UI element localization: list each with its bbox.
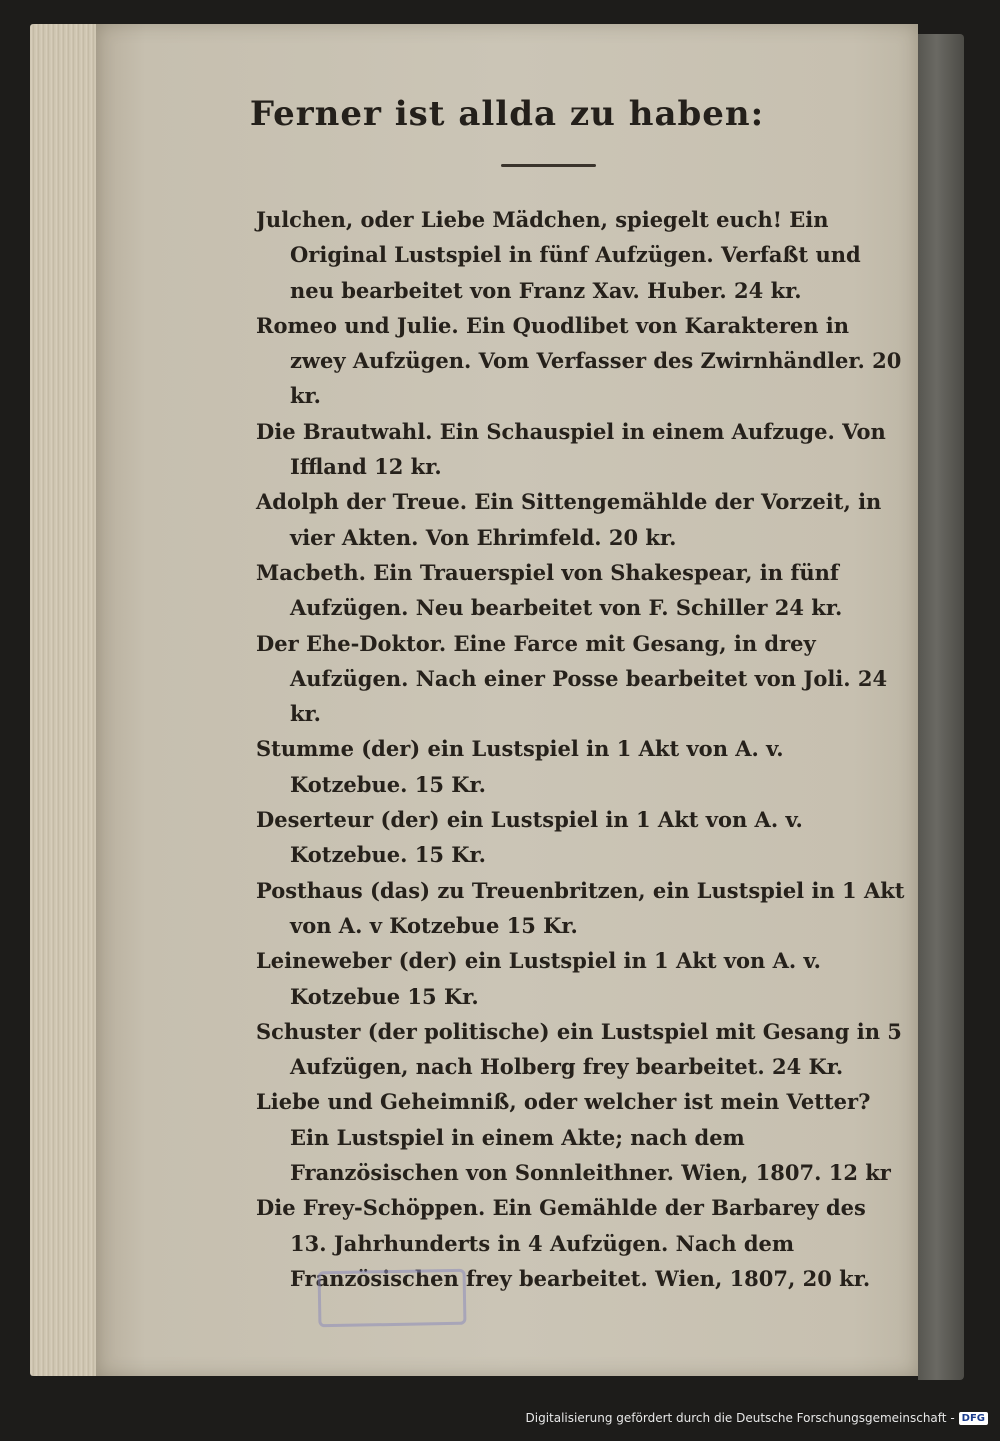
page-heading: Ferner ist allda zu haben: xyxy=(249,94,765,134)
catalog-entry: Posthaus (das) zu Treuenbritzen, ein Lustspiel in 1 Akt von A. v Kotzebue 15 Kr. xyxy=(256,877,905,938)
catalog-entry: Die Frey-Schöppen. Ein Gemählde der Barbarey des 13. Jahrhunderts in 4 Aufzügen. Nach dem Französischen frey bearbeitet. Wien, 1807, 20 kr. xyxy=(256,1195,871,1291)
library-stamp xyxy=(318,1269,467,1328)
catalog-entry: Deserteur (der) ein Lustspiel in 1 Akt von A. v. Kotzebue. 15 Kr. xyxy=(256,807,803,868)
catalog-entry: Stumme (der) ein Lustspiel in 1 Akt von A. v. Kotzebue. 15 Kr. xyxy=(256,736,784,797)
catalog-entry: Romeo und Julie. Ein Quodlibet von Karakteren in zwey Aufzügen. Vom Verfasser des Zwirnhändler. 20 kr. xyxy=(256,312,902,409)
catalog-entries xyxy=(256,202,906,1296)
catalog-entry: Liebe und Geheimniß, oder welcher ist mein Vetter? Ein Lustspiel in einem Akte; nach dem Französischen von Sonnleithner. Wien, 1807. 12 kr xyxy=(256,1089,891,1186)
catalog-entry: Schuster (der politische) ein Lustspiel mit Gesang in 5 Aufzügen, nach Holberg frey bearbeitet. 24 Kr. xyxy=(256,1018,902,1080)
book-page-edges xyxy=(30,24,105,1376)
catalog-entry: Julchen, oder Liebe Mädchen, spiegelt euch! Ein Original Lustspiel in fünf Aufzügen. Verfaßt und neu bearbeitet von Franz Xav. Huber. 24 kr. xyxy=(256,207,861,303)
catalog-entry: Leineweber (der) ein Lustspiel in 1 Akt von A. v. Kotzebue 15 Kr. xyxy=(256,948,821,1009)
catalog-entry: Macbeth. Ein Trauerspiel von Shakespear, in fünf Aufzügen. Neu bearbeitet von F. Schiller 24 kr. xyxy=(256,559,843,621)
dfg-logo-icon: DFG xyxy=(959,1412,988,1425)
catalog-entry: Die Brautwahl. Ein Schauspiel in einem Aufzuge. Von Iffland 12 kr. xyxy=(256,418,886,480)
heading-rule xyxy=(501,164,596,167)
book-cover-edge xyxy=(918,34,964,1380)
footer-credit xyxy=(526,1411,989,1425)
book-page xyxy=(96,24,918,1376)
footer-text: Digitalisierung gefördert durch die Deutsche Forschungsgemeinschaft - xyxy=(525,1411,955,1425)
catalog-entry: Der Ehe-Doktor. Eine Farce mit Gesang, in drey Aufzügen. Nach einer Posse bearbeitet von Joli. 24 kr. xyxy=(256,630,888,727)
catalog-entry: Adolph der Treue. Ein Sittengemählde der Vorzeit, in vier Akten. Von Ehrimfeld. 20 kr. xyxy=(256,489,882,550)
